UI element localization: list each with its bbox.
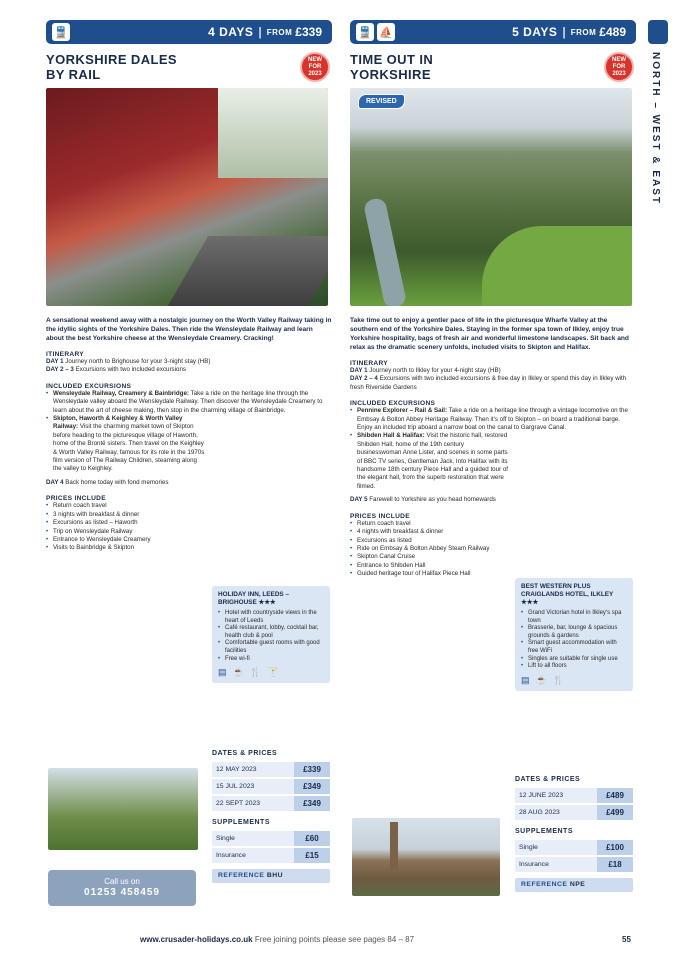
- hotel-feature: • Brasserie, bar, lounge & spacious grounds & gardens: [521, 625, 627, 640]
- page-number: 55: [622, 935, 631, 944]
- date-row: 12 JUNE 2023 £489: [515, 788, 633, 803]
- itinerary-day: DAY 1 Journey north to Ilkley for your 4-night stay (HB): [350, 367, 501, 374]
- from-price: £339: [295, 25, 322, 39]
- excursion-item: • Pennine Explorer – Rail & Sail: Take a ride on a heritage line through a vintage locomotive on the Embsay & Bolton Abbey Heritage Railway. Then it's off to Skipton – on board a traditional barge. Enjoy an included trip aboard a narrow boat on the canal to Gargrave Canal.: [350, 407, 636, 432]
- supplement-row: Single £60: [212, 831, 330, 846]
- restaurant-icon: 🍴: [249, 667, 261, 678]
- excursion-item: • Wensleydale Railway, Creamery & Bainbridge: Take a ride on the heritage line through the Wensleydale valley aboard the Wensleydale Railway. Then discover the Wensleydale Creamery to learn about the art of cheese making, then stop in the charming village of Bainbridge.: [46, 390, 332, 415]
- date-row: 28 AUG 2023 £499: [515, 805, 633, 820]
- intro-text: Take time out to enjoy a gentler pace of life in the picturesque Wharfe Valley at the southern end of the Yorkshire Dales. Staying in the former spa town of Ilkley, enjoy true Yorkshire hospitality, bags of fresh air and wonderful limestone landscapes. Sit back and relax as the dramatic scenery unfolds, included visits to Skipton and Halifax.: [350, 317, 629, 351]
- date-row: 12 MAY 2023 £339: [212, 762, 330, 777]
- train-icon: 🚆: [52, 23, 70, 41]
- hotel-feature: • Lift to all floors: [521, 663, 627, 671]
- dates-prices-panel: [515, 776, 633, 892]
- reference-code: REFERENCE BHU: [212, 869, 330, 883]
- prices-include-item: • Entrance to Wensleydale Creamery: [46, 536, 196, 544]
- holiday-column-yorkshire-dales: [46, 20, 332, 553]
- supplement-row: Insurance £15: [212, 848, 330, 863]
- from-price: £489: [599, 25, 626, 39]
- hotel-feature: • Hotel with countryside views in the heart of Leeds: [218, 610, 324, 625]
- revised-badge: REVISED: [358, 94, 405, 109]
- dales-landscape-photo: [48, 768, 198, 850]
- cup-icon: ☕: [535, 674, 547, 685]
- dates-prices-panel: [212, 750, 330, 883]
- itinerary-day: DAY 2 – 3 Excursions with two included excursions: [46, 366, 187, 374]
- itinerary-heading: ITINERARY: [350, 360, 388, 367]
- prices-include-item: • Ride on Embsay & Bolton Abbey Steam Railway: [350, 545, 500, 553]
- holiday-title: [350, 52, 636, 82]
- prices-include-item: • Excursions as listed – Haworth: [46, 519, 196, 527]
- valley-aerial-photo: [350, 88, 632, 306]
- title-line-1: YORKSHIRE DALES: [46, 52, 177, 67]
- cup-icon: ☕: [232, 667, 244, 678]
- title-line-2: YORKSHIRE: [350, 67, 431, 82]
- call-label: Call us on: [104, 877, 140, 886]
- title-line-1: TIME OUT IN: [350, 52, 434, 67]
- excursion-item: • Skipton, Haworth & Keighley & Worth Valley Railway: Visit the charming market town of Skipton before heading to the picturesque village of Haworth, home of the Brontë sisters. Then travel on the Keighley & Worth Valley Railway, famous for its role in the 1970s film version of The Railway Children, steaming along the valley to Keighley.: [46, 415, 206, 474]
- prices-include-item: • Trip on Wensleydale Railway: [46, 528, 196, 536]
- dates-heading: DATES & PRICES: [212, 750, 278, 757]
- phone-number: 01253 458459: [84, 887, 160, 898]
- date-row: 22 SEPT 2023 £349: [212, 796, 330, 811]
- lift-icon: ▤: [218, 667, 227, 678]
- excursions-heading: INCLUDED EXCURSIONS: [350, 400, 436, 408]
- hotel-feature: • Café restaurant, lobby, cocktail bar, health club & pool: [218, 625, 324, 640]
- duration-price-banner: 🚆 ⛵ 5 DAYS | FROM £489: [350, 20, 636, 44]
- bar-icon: 🍸: [266, 667, 279, 678]
- prices-include-item: • Entrance to Shibden Hall: [350, 562, 500, 570]
- hotel-feature: • Comfortable guest rooms with good facilities: [218, 640, 324, 655]
- new-badge: NEW FOR 2023: [300, 52, 330, 82]
- hotel-name: BEST WESTERN PLUS CRAIGLANDS HOTEL, ILKLEY ★★★: [521, 583, 614, 606]
- itinerary-final-day: DAY 4 Back home today with fond memories: [46, 478, 169, 486]
- prices-include-heading: PRICES INCLUDE: [350, 512, 410, 520]
- lift-icon: ▤: [521, 674, 530, 685]
- excursion-item: • Shibden Hall & Halifax: Visit the historic hall, restored Shibden Hall, home of the 19th century businesswoman Anne Lister, and scenes in some parts of BBC TV series, Gentleman Jack. Into Halifax with its handsome 18th century Piece Hall and a guided tour of the elegant hall, from the superb restoration that were filmed.: [350, 432, 508, 491]
- website-link[interactable]: www.crusader-holidays.co.uk: [140, 935, 253, 944]
- supplements-heading: SUPPLEMENTS: [515, 828, 574, 835]
- steam-train-photo: [46, 88, 328, 306]
- hotel-info-box: [515, 578, 633, 691]
- restaurant-icon: 🍴: [552, 674, 564, 685]
- from-label: FROM: [570, 27, 597, 37]
- holiday-column-time-out-yorkshire: [350, 20, 636, 579]
- footer-text: Free joining points please see pages 84 – 87: [254, 935, 415, 944]
- from-label: FROM: [266, 27, 293, 37]
- page-footer: [140, 935, 414, 944]
- itinerary-final-day: DAY 5 Farewell to Yorkshire as you head homewards: [350, 496, 496, 504]
- region-label: NORTH – WEST & EAST: [650, 52, 661, 206]
- prices-include-item: • 3 nights with breakfast & dinner: [46, 511, 196, 519]
- call-us-button[interactable]: [48, 870, 196, 906]
- new-badge: NEW FOR 2023: [604, 52, 634, 82]
- prices-include-item: • 4 nights with breakfast & dinner: [350, 528, 500, 536]
- itinerary-heading: ITINERARY: [46, 351, 84, 358]
- prices-include-item: • Guided heritage tour of Halifax Piece Hall: [350, 570, 500, 578]
- hotel-feature: • Smart guest accommodation with free WiFi: [521, 640, 627, 655]
- region-side-tab: [648, 20, 668, 250]
- itinerary-day: DAY 1 Journey north to Brighouse for your 3-night stay (HB): [46, 358, 211, 365]
- holiday-title: [46, 52, 332, 82]
- reference-code: REFERENCE NPE: [515, 878, 633, 892]
- intro-text: A sensational weekend away with a nostalgic journey on the Worth Valley Railway taking in the idyllic sights of the Yorkshire Dales. Then ride the Wensleydale Railway and learn about the best Yorkshire cheese at the Wensleydale Creamery. Cracking!: [46, 317, 332, 342]
- hotel-feature: • Singles are suitable for single use: [521, 656, 627, 664]
- prices-include-item: • Return coach travel: [46, 502, 196, 510]
- boat-icon: ⛵: [377, 23, 395, 41]
- hotel-feature: • Free wi-fi: [218, 656, 324, 664]
- dates-heading: DATES & PRICES: [515, 776, 581, 783]
- prices-include-item: • Skipton Canal Cruise: [350, 553, 500, 561]
- duration-text: 5 DAYS: [512, 25, 558, 39]
- itinerary-day: DAY 2 – 4 Excursions with two included excursions & free day in Ilkley or spend this day in Ilkley with fresh Riverside Gardens: [350, 375, 627, 391]
- duration-text: 4 DAYS: [208, 25, 254, 39]
- supplements-heading: SUPPLEMENTS: [212, 819, 271, 826]
- hotel-feature: • Grand Victorian hotel in Ilkley's spa town: [521, 610, 627, 625]
- duration-price-banner: 🚆 4 DAYS | FROM £339: [46, 20, 332, 44]
- hotel-name: HOLIDAY INN, LEEDS – BRIGHOUSE ★★★: [218, 591, 290, 606]
- prices-include-item: • Excursions as listed: [350, 537, 500, 545]
- prices-include-heading: PRICES INCLUDE: [46, 495, 106, 503]
- supplement-row: Single £100: [515, 840, 633, 855]
- prices-include-item: • Visits to Bainbridge & Skipton: [46, 544, 196, 552]
- supplement-row: Insurance £18: [515, 857, 633, 872]
- mill-building-photo: [352, 818, 500, 896]
- date-row: 15 JUL 2023 £349: [212, 779, 330, 794]
- train-icon: 🚆: [356, 23, 374, 41]
- title-line-2: BY RAIL: [46, 67, 101, 82]
- prices-include-item: • Return coach travel: [350, 520, 500, 528]
- hotel-info-box: [212, 586, 330, 683]
- excursions-heading: INCLUDED EXCURSIONS: [46, 382, 132, 390]
